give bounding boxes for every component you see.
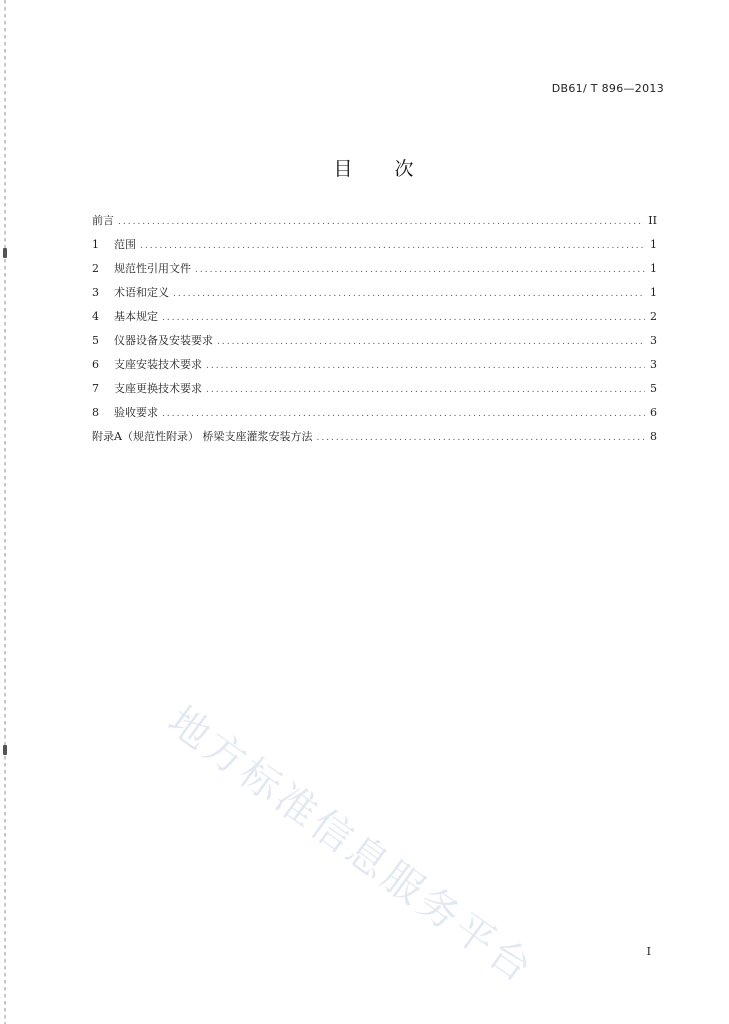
toc-leader-dots [173, 289, 645, 299]
toc-entry-4[interactable] [92, 308, 657, 332]
binding-mark [3, 745, 7, 755]
toc-entry-label: 支座安装技术要求 [114, 358, 202, 371]
toc-entry-number: 4 [92, 310, 99, 323]
toc-entry-page: 5 [650, 382, 657, 395]
toc-entry-page: 1 [650, 262, 657, 275]
toc-leader-dots [118, 217, 644, 227]
toc-entry-number: 5 [92, 334, 99, 347]
toc-entry-label: 范围 [114, 238, 136, 251]
toc-entry-number: 3 [92, 286, 99, 299]
toc-entry-page: 8 [650, 430, 657, 443]
toc-entry-1[interactable] [92, 236, 657, 260]
toc-entry-5[interactable] [92, 332, 657, 356]
toc-leader-dots [162, 409, 645, 419]
toc-entry-number: 1 [92, 238, 99, 251]
document-code: DB61/ T 896—2013 [551, 82, 664, 95]
page-title: 目 次 [333, 158, 432, 180]
toc-entry-number: 2 [92, 262, 99, 275]
toc-entry-label: 术语和定义 [114, 286, 169, 299]
toc-leader-dots [217, 337, 645, 347]
toc-entry-page: II [648, 214, 657, 227]
toc-entry-preface[interactable] [92, 212, 657, 236]
toc-entry-number: 6 [92, 358, 99, 371]
toc-entry-3[interactable] [92, 284, 657, 308]
toc-entry-number: 7 [92, 382, 99, 395]
toc-entry-page: 6 [650, 406, 657, 419]
toc-entry-page: 3 [650, 334, 657, 347]
page-number: I [646, 945, 651, 958]
toc-entry-label: 附录A（规范性附录） 桥梁支座灌浆安装方法 [92, 430, 313, 443]
toc-entry-label: 基本规定 [114, 310, 158, 323]
toc-leader-dots [316, 433, 645, 443]
toc-entry-page: 1 [650, 238, 657, 251]
toc-entry-label: 仪器设备及安装要求 [114, 334, 213, 347]
toc-leader-dots [195, 265, 645, 275]
toc-entry-7[interactable] [92, 380, 657, 404]
binding-mark [3, 248, 7, 258]
toc-leader-dots [206, 361, 645, 371]
toc-leader-dots [162, 313, 645, 323]
toc-entry-number: 8 [92, 406, 99, 419]
toc-entry-2[interactable] [92, 260, 657, 284]
table-of-contents [92, 212, 657, 452]
toc-entry-label: 规范性引用文件 [114, 262, 191, 275]
toc-entry-8[interactable] [92, 404, 657, 428]
toc-leader-dots [206, 385, 645, 395]
toc-entry-page: 1 [650, 286, 657, 299]
toc-entry-page: 3 [650, 358, 657, 371]
toc-entry-page: 2 [650, 310, 657, 323]
toc-entry-6[interactable] [92, 356, 657, 380]
toc-entry-label: 前言 [92, 214, 114, 227]
toc-entry-appendix-a[interactable] [92, 428, 657, 452]
toc-leader-dots [140, 241, 645, 251]
watermark-text: 地方标准信息服务平台 [159, 697, 543, 994]
toc-entry-label: 验收要求 [114, 406, 158, 419]
toc-entry-label: 支座更换技术要求 [114, 382, 202, 395]
